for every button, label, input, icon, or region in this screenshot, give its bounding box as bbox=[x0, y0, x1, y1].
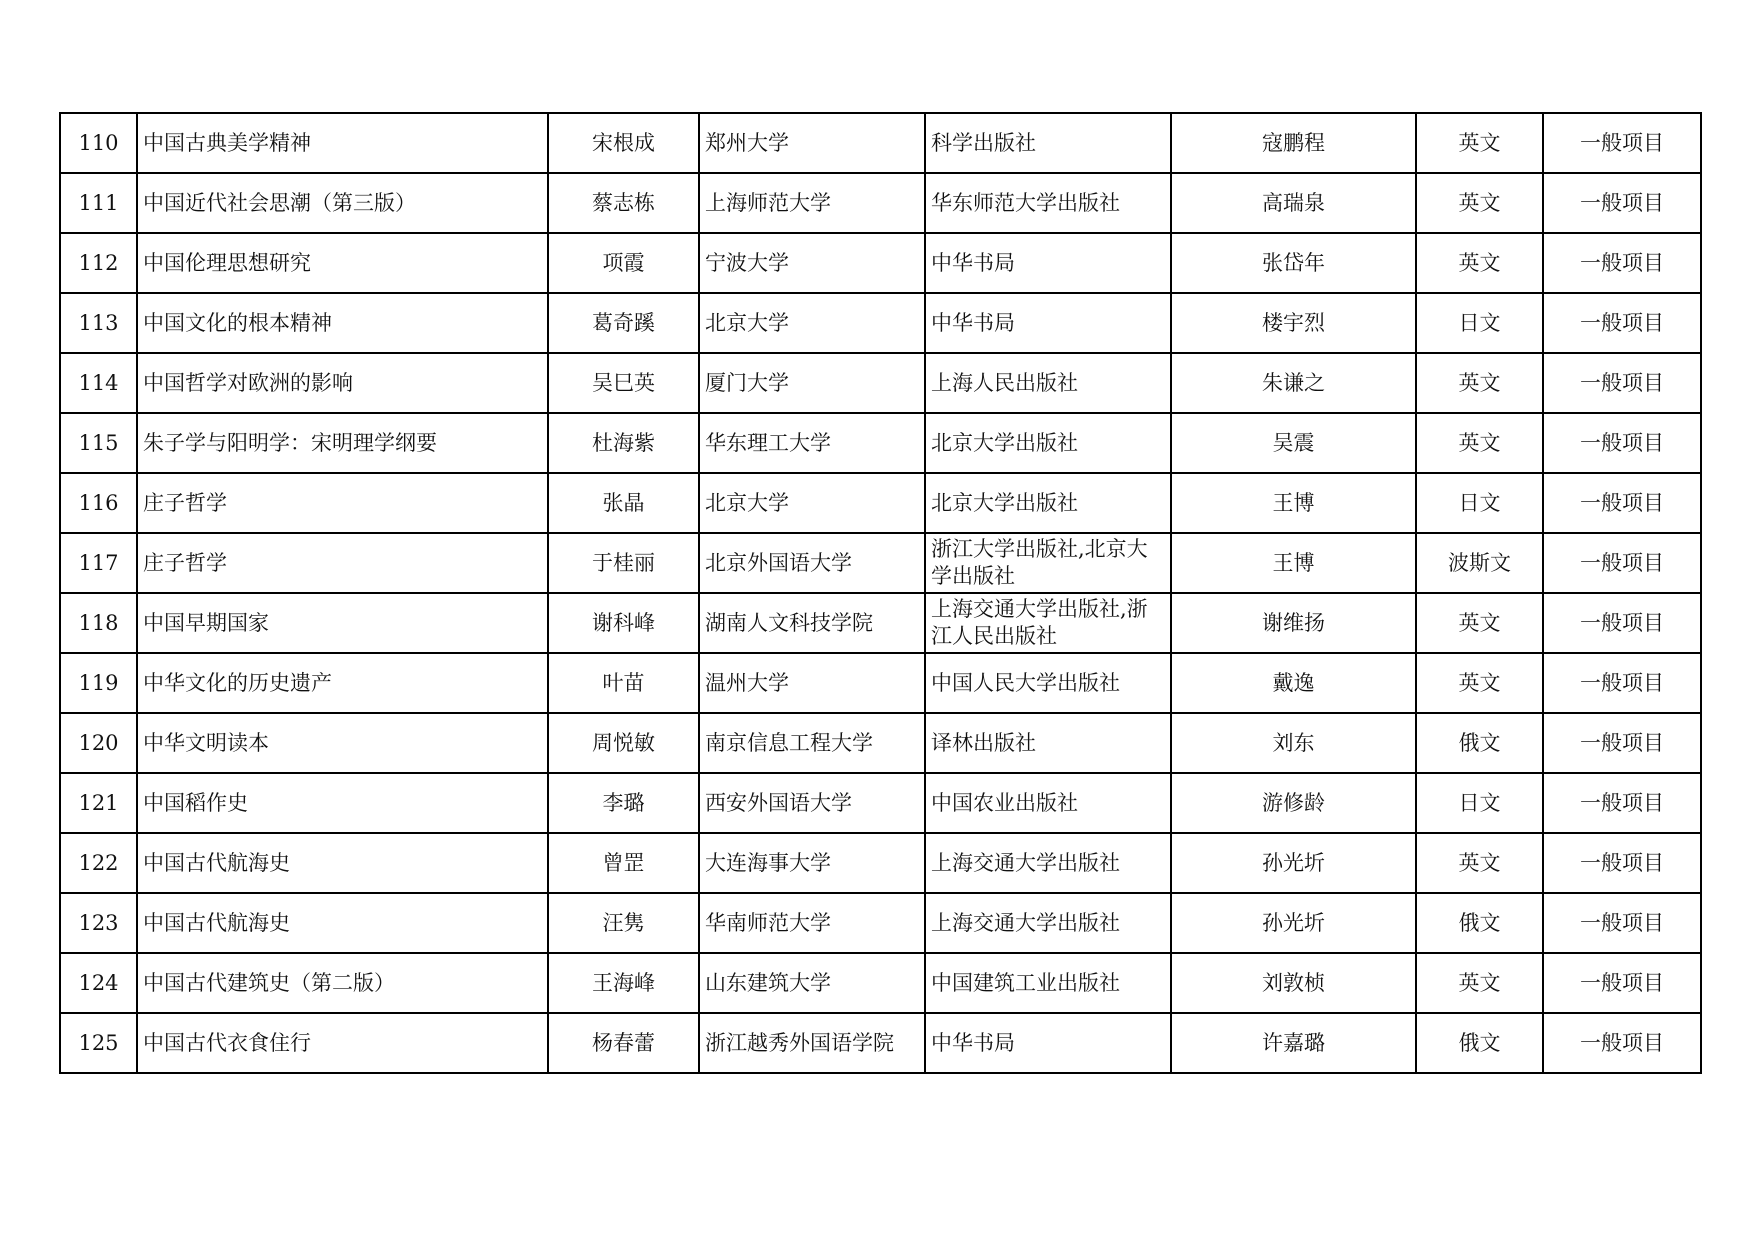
cell-original-author: 刘敦桢 bbox=[1171, 953, 1416, 1013]
cell-book-title: 中国古代建筑史（第二版） bbox=[137, 953, 548, 1013]
cell-institution: 温州大学 bbox=[699, 653, 925, 713]
table-row bbox=[60, 533, 1701, 593]
cell-language: 英文 bbox=[1416, 353, 1543, 413]
cell-original-author: 王博 bbox=[1171, 473, 1416, 533]
cell-language: 俄文 bbox=[1416, 713, 1543, 773]
table-row bbox=[60, 113, 1701, 173]
table-row bbox=[60, 653, 1701, 713]
cell-book-title: 中华文化的历史遗产 bbox=[137, 653, 548, 713]
cell-translator: 汪隽 bbox=[548, 893, 699, 953]
cell-number: 115 bbox=[60, 413, 137, 473]
cell-number: 125 bbox=[60, 1013, 137, 1073]
cell-publisher: 中华书局 bbox=[925, 293, 1171, 353]
cell-book-title: 中国古代航海史 bbox=[137, 833, 548, 893]
cell-original-author: 王博 bbox=[1171, 533, 1416, 593]
cell-translator: 项霞 bbox=[548, 233, 699, 293]
table-row bbox=[60, 413, 1701, 473]
cell-translator: 叶苗 bbox=[548, 653, 699, 713]
cell-institution: 浙江越秀外国语学院 bbox=[699, 1013, 925, 1073]
cell-language: 英文 bbox=[1416, 413, 1543, 473]
table-row bbox=[60, 833, 1701, 893]
cell-number: 119 bbox=[60, 653, 137, 713]
table-row bbox=[60, 1013, 1701, 1073]
cell-publisher: 上海交通大学出版社 bbox=[925, 893, 1171, 953]
cell-book-title: 中国早期国家 bbox=[137, 593, 548, 653]
cell-institution: 华南师范大学 bbox=[699, 893, 925, 953]
cell-publisher: 中国人民大学出版社 bbox=[925, 653, 1171, 713]
table-row bbox=[60, 773, 1701, 833]
cell-publisher: 中华书局 bbox=[925, 1013, 1171, 1073]
table-row bbox=[60, 173, 1701, 233]
cell-number: 111 bbox=[60, 173, 137, 233]
cell-book-title: 庄子哲学 bbox=[137, 533, 548, 593]
cell-project-type: 一般项目 bbox=[1543, 593, 1701, 653]
cell-original-author: 高瑞泉 bbox=[1171, 173, 1416, 233]
cell-project-type: 一般项目 bbox=[1543, 713, 1701, 773]
cell-original-author: 许嘉璐 bbox=[1171, 1013, 1416, 1073]
cell-publisher: 中国农业出版社 bbox=[925, 773, 1171, 833]
cell-book-title: 中国哲学对欧洲的影响 bbox=[137, 353, 548, 413]
cell-original-author: 游修龄 bbox=[1171, 773, 1416, 833]
cell-number: 116 bbox=[60, 473, 137, 533]
cell-language: 英文 bbox=[1416, 233, 1543, 293]
table-body bbox=[60, 113, 1701, 1073]
cell-original-author: 孙光圻 bbox=[1171, 893, 1416, 953]
cell-original-author: 寇鹏程 bbox=[1171, 113, 1416, 173]
cell-institution: 华东理工大学 bbox=[699, 413, 925, 473]
cell-institution: 北京大学 bbox=[699, 293, 925, 353]
cell-number: 123 bbox=[60, 893, 137, 953]
cell-translator: 宋根成 bbox=[548, 113, 699, 173]
cell-publisher: 上海人民出版社 bbox=[925, 353, 1171, 413]
cell-language: 俄文 bbox=[1416, 893, 1543, 953]
table-row bbox=[60, 593, 1701, 653]
cell-language: 英文 bbox=[1416, 653, 1543, 713]
table-row bbox=[60, 473, 1701, 533]
cell-translator: 葛奇蹊 bbox=[548, 293, 699, 353]
cell-publisher: 上海交通大学出版社 bbox=[925, 833, 1171, 893]
cell-number: 118 bbox=[60, 593, 137, 653]
cell-book-title: 中国文化的根本精神 bbox=[137, 293, 548, 353]
cell-original-author: 朱谦之 bbox=[1171, 353, 1416, 413]
cell-language: 波斯文 bbox=[1416, 533, 1543, 593]
cell-institution: 北京外国语大学 bbox=[699, 533, 925, 593]
cell-number: 113 bbox=[60, 293, 137, 353]
cell-language: 英文 bbox=[1416, 953, 1543, 1013]
cell-book-title: 中国古代衣食住行 bbox=[137, 1013, 548, 1073]
cell-translator: 杨春蕾 bbox=[548, 1013, 699, 1073]
cell-translator: 王海峰 bbox=[548, 953, 699, 1013]
cell-language: 俄文 bbox=[1416, 1013, 1543, 1073]
table-row bbox=[60, 353, 1701, 413]
cell-number: 121 bbox=[60, 773, 137, 833]
cell-institution: 西安外国语大学 bbox=[699, 773, 925, 833]
cell-project-type: 一般项目 bbox=[1543, 653, 1701, 713]
cell-publisher: 北京大学出版社 bbox=[925, 413, 1171, 473]
cell-project-type: 一般项目 bbox=[1543, 473, 1701, 533]
cell-project-type: 一般项目 bbox=[1543, 353, 1701, 413]
cell-book-title: 中华文明读本 bbox=[137, 713, 548, 773]
cell-book-title: 中国古代航海史 bbox=[137, 893, 548, 953]
cell-language: 英文 bbox=[1416, 113, 1543, 173]
cell-language: 英文 bbox=[1416, 593, 1543, 653]
cell-original-author: 刘东 bbox=[1171, 713, 1416, 773]
cell-institution: 大连海事大学 bbox=[699, 833, 925, 893]
cell-institution: 厦门大学 bbox=[699, 353, 925, 413]
cell-institution: 宁波大学 bbox=[699, 233, 925, 293]
cell-number: 117 bbox=[60, 533, 137, 593]
cell-institution: 南京信息工程大学 bbox=[699, 713, 925, 773]
table-row bbox=[60, 293, 1701, 353]
cell-project-type: 一般项目 bbox=[1543, 233, 1701, 293]
cell-publisher: 上海交通大学出版社,浙江人民出版社 bbox=[925, 593, 1171, 653]
cell-project-type: 一般项目 bbox=[1543, 893, 1701, 953]
cell-project-type: 一般项目 bbox=[1543, 293, 1701, 353]
cell-original-author: 谢维扬 bbox=[1171, 593, 1416, 653]
cell-book-title: 中国稻作史 bbox=[137, 773, 548, 833]
cell-publisher: 科学出版社 bbox=[925, 113, 1171, 173]
cell-language: 日文 bbox=[1416, 473, 1543, 533]
cell-original-author: 楼宇烈 bbox=[1171, 293, 1416, 353]
cell-number: 110 bbox=[60, 113, 137, 173]
cell-language: 英文 bbox=[1416, 173, 1543, 233]
cell-number: 120 bbox=[60, 713, 137, 773]
table-row bbox=[60, 713, 1701, 773]
cell-institution: 山东建筑大学 bbox=[699, 953, 925, 1013]
cell-language: 日文 bbox=[1416, 293, 1543, 353]
cell-project-type: 一般项目 bbox=[1543, 833, 1701, 893]
cell-original-author: 孙光圻 bbox=[1171, 833, 1416, 893]
cell-institution: 郑州大学 bbox=[699, 113, 925, 173]
cell-project-type: 一般项目 bbox=[1543, 1013, 1701, 1073]
cell-book-title: 中国古典美学精神 bbox=[137, 113, 548, 173]
project-table bbox=[59, 112, 1702, 1074]
cell-translator: 曾罡 bbox=[548, 833, 699, 893]
table-row bbox=[60, 233, 1701, 293]
cell-number: 122 bbox=[60, 833, 137, 893]
cell-project-type: 一般项目 bbox=[1543, 533, 1701, 593]
cell-project-type: 一般项目 bbox=[1543, 413, 1701, 473]
cell-number: 124 bbox=[60, 953, 137, 1013]
cell-original-author: 戴逸 bbox=[1171, 653, 1416, 713]
cell-translator: 谢科峰 bbox=[548, 593, 699, 653]
cell-book-title: 中国伦理思想研究 bbox=[137, 233, 548, 293]
cell-institution: 上海师范大学 bbox=[699, 173, 925, 233]
table-row bbox=[60, 953, 1701, 1013]
cell-institution: 湖南人文科技学院 bbox=[699, 593, 925, 653]
cell-original-author: 吴震 bbox=[1171, 413, 1416, 473]
cell-number: 114 bbox=[60, 353, 137, 413]
cell-book-title: 朱子学与阳明学：宋明理学纲要 bbox=[137, 413, 548, 473]
cell-project-type: 一般项目 bbox=[1543, 773, 1701, 833]
cell-publisher: 北京大学出版社 bbox=[925, 473, 1171, 533]
cell-publisher: 浙江大学出版社,北京大学出版社 bbox=[925, 533, 1171, 593]
cell-translator: 周悦敏 bbox=[548, 713, 699, 773]
cell-publisher: 中国建筑工业出版社 bbox=[925, 953, 1171, 1013]
cell-translator: 杜海紫 bbox=[548, 413, 699, 473]
cell-number: 112 bbox=[60, 233, 137, 293]
cell-translator: 李璐 bbox=[548, 773, 699, 833]
table-row bbox=[60, 893, 1701, 953]
cell-translator: 吴巳英 bbox=[548, 353, 699, 413]
cell-publisher: 华东师范大学出版社 bbox=[925, 173, 1171, 233]
cell-project-type: 一般项目 bbox=[1543, 173, 1701, 233]
cell-translator: 于桂丽 bbox=[548, 533, 699, 593]
cell-language: 日文 bbox=[1416, 773, 1543, 833]
cell-language: 英文 bbox=[1416, 833, 1543, 893]
cell-project-type: 一般项目 bbox=[1543, 113, 1701, 173]
cell-publisher: 中华书局 bbox=[925, 233, 1171, 293]
cell-book-title: 中国近代社会思潮（第三版） bbox=[137, 173, 548, 233]
cell-publisher: 译林出版社 bbox=[925, 713, 1171, 773]
cell-institution: 北京大学 bbox=[699, 473, 925, 533]
cell-translator: 张晶 bbox=[548, 473, 699, 533]
cell-project-type: 一般项目 bbox=[1543, 953, 1701, 1013]
cell-book-title: 庄子哲学 bbox=[137, 473, 548, 533]
cell-translator: 蔡志栋 bbox=[548, 173, 699, 233]
cell-original-author: 张岱年 bbox=[1171, 233, 1416, 293]
